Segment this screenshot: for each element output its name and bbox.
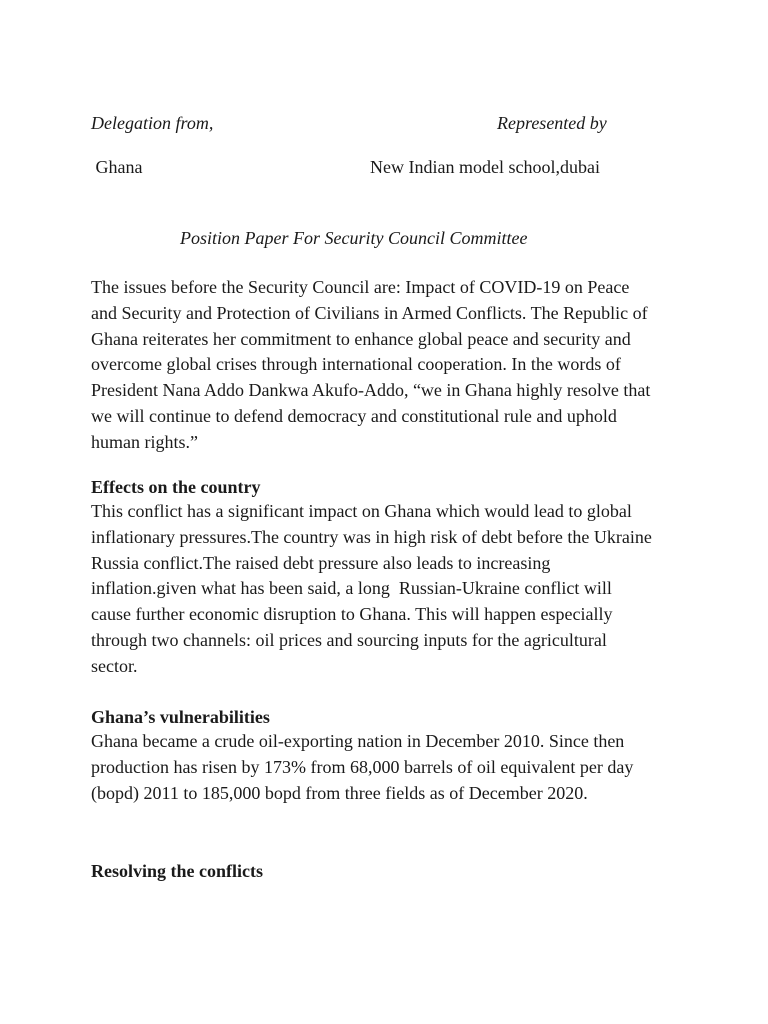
effects-heading: Effects on the country xyxy=(91,477,261,497)
paragraph-line: inflationary pressures.The country was in high risk of debt before the Ukraine xyxy=(91,526,652,547)
vulnerabilities-heading: Ghana’s vulnerabilities xyxy=(91,707,270,727)
paragraph-line: Ghana reiterates her commitment to enhance global peace and security and xyxy=(91,328,631,349)
delegation-label: Delegation from, xyxy=(91,113,214,133)
paragraph-line: The issues before the Security Council are: Impact of COVID-19 on Peace xyxy=(91,277,630,297)
paragraph-line: through two channels: oil prices and sourcing inputs for the agricultural xyxy=(91,629,607,650)
paragraph-line: cause further economic disruption to Ghana. This will happen especially xyxy=(91,604,613,625)
paragraph-line: President Nana Addo Dankwa Akufo-Addo, “we in Ghana highly resolve that xyxy=(91,380,651,401)
intro-paragraph xyxy=(91,275,691,456)
paragraph-line: inflation.given what has been said, a long Russian-Ukraine conflict will xyxy=(91,578,612,599)
paragraph-line: we will continue to defend democracy and constitutional rule and uphold xyxy=(91,405,617,426)
paragraph-line: sector. xyxy=(91,655,138,676)
paragraph-line: human rights.” xyxy=(91,431,198,452)
paragraph-line: This conflict has a significant impact on Ghana which would lead to global xyxy=(91,501,632,521)
resolving-heading: Resolving the conflicts xyxy=(91,861,263,881)
paragraph-line: overcome global crises through international cooperation. In the words of xyxy=(91,354,621,375)
country-name: Ghana xyxy=(91,157,143,177)
school-name: New Indian model school,dubai xyxy=(370,157,600,177)
paragraph-line: and Security and Protection of Civilians in Armed Conflicts. The Republic of xyxy=(91,302,648,323)
paragraph-line: Russia conflict.The raised debt pressure also leads to increasing xyxy=(91,552,551,573)
vulnerabilities-paragraph xyxy=(91,729,691,806)
paragraph-line: production has risen by 173% from 68,000 barrels of oil equivalent per day xyxy=(91,756,634,777)
document-title: Position Paper For Security Council Committee xyxy=(180,228,528,248)
effects-paragraph xyxy=(91,499,691,680)
represented-label: Represented by xyxy=(497,113,607,133)
paragraph-line: (bopd) 2011 to 185,000 bopd from three fields as of December 2020. xyxy=(91,782,588,803)
paragraph-line: Ghana became a crude oil-exporting nation in December 2010. Since then xyxy=(91,731,625,751)
